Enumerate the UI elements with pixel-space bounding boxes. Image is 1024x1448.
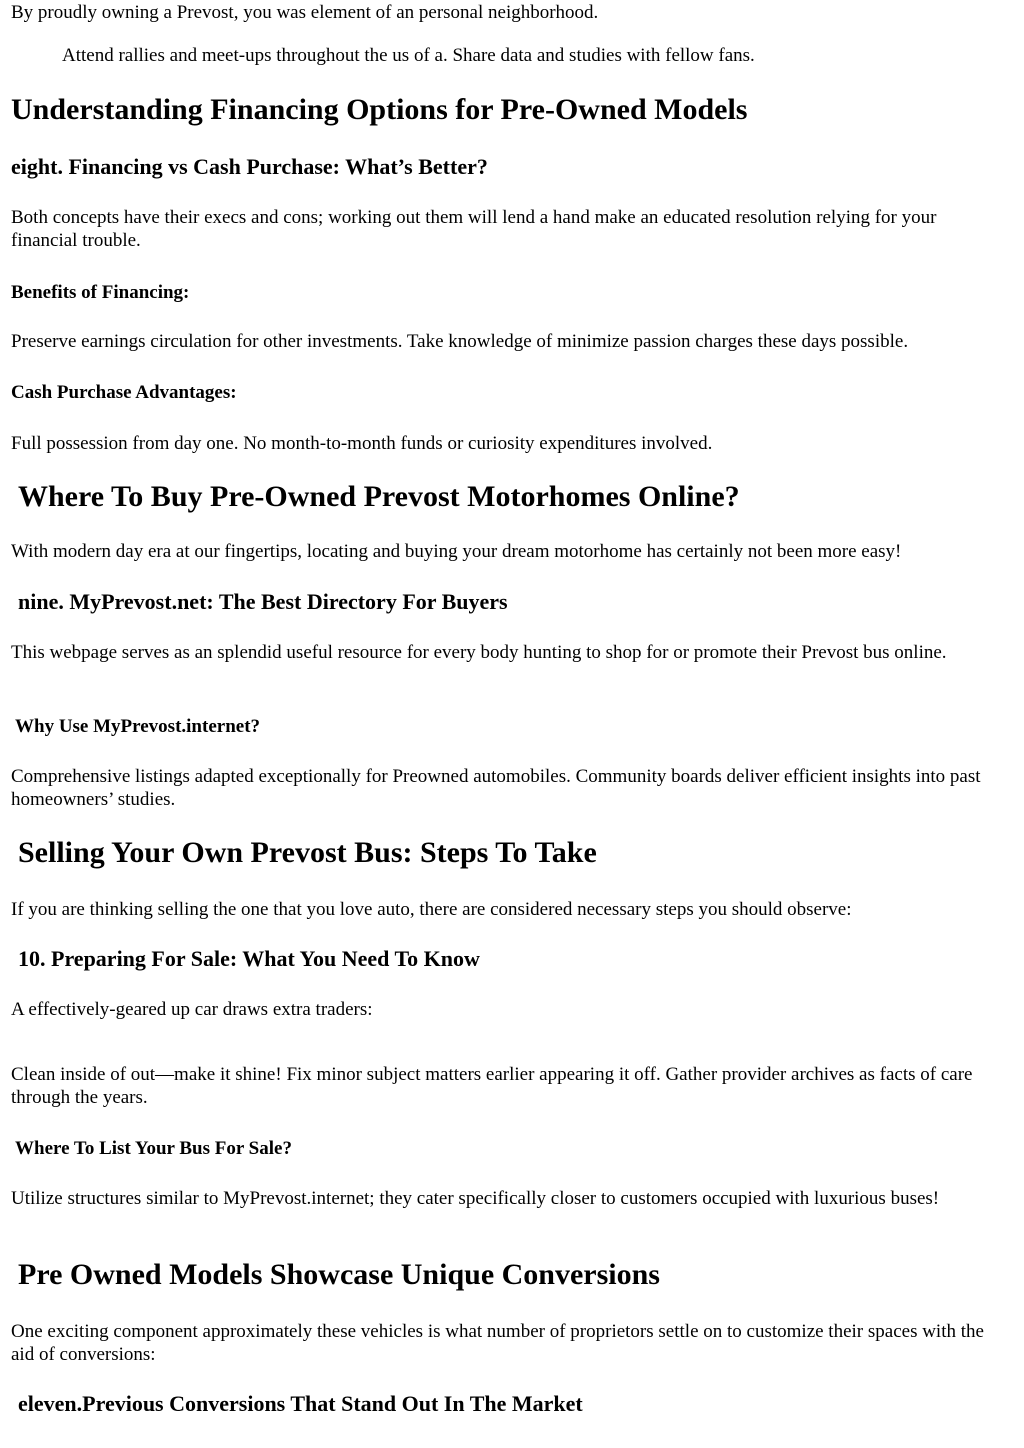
previous-conversions-heading: eleven.Previous Conversions That Stand Out In The Market xyxy=(18,1391,583,1416)
webpage-resource-paragraph: This webpage serves as an splendid useful resource for every body hunting to shop for or promote their Prevost bus online. xyxy=(11,642,947,663)
financing-vs-cash-heading: eight. Financing vs Cash Purchase: What’s Better? xyxy=(11,154,488,179)
thinking-selling-paragraph: If you are thinking selling the one that you love auto, there are considered necessary steps you should observe: xyxy=(11,899,852,920)
cash-purchase-advantages-heading: Cash Purchase Advantages: xyxy=(11,382,237,403)
why-use-myprevost-heading: Why Use MyPrevost.internet? xyxy=(15,716,261,737)
preserve-earnings-paragraph: Preserve earnings circulation for other investments. Take knowledge of minimize passion charges these days possible. xyxy=(11,331,909,352)
rallies-paragraph: Attend rallies and meet-ups throughout the us of a. Share data and studies with fellow fans. xyxy=(62,45,755,66)
intro-paragraph: By proudly owning a Prevost, you was element of an personal neighborhood. xyxy=(11,2,599,23)
exciting-component-paragraph: One exciting component approximately these vehicles is what number of proprietors settle on to customize their spaces with the aid of conversions: xyxy=(11,1321,984,1365)
utilize-structures-paragraph: Utilize structures similar to MyPrevost.internet; they cater specifically closer to customers occupied with luxurious buses! xyxy=(11,1188,940,1209)
selling-your-bus-heading: Selling Your Own Prevost Bus: Steps To Take xyxy=(18,836,597,869)
benefits-of-financing-heading: Benefits of Financing: xyxy=(11,282,190,303)
where-to-list-heading: Where To List Your Bus For Sale? xyxy=(15,1138,292,1159)
full-possession-paragraph: Full possession from day one. No month-to-month funds or curiosity expenditures involved. xyxy=(11,433,713,454)
preparing-for-sale-heading: 10. Preparing For Sale: What You Need To Know xyxy=(18,946,480,971)
financing-options-heading: Understanding Financing Options for Pre-Owned Models xyxy=(11,93,748,126)
geared-up-paragraph: A effectively-geared up car draws extra traders: xyxy=(11,999,373,1020)
comprehensive-listings-paragraph: Comprehensive listings adapted exceptionally for Preowned automobiles. Community boards deliver efficient insights into past homeowners’ studies. xyxy=(11,766,981,810)
clean-inside-paragraph: Clean inside of out—make it shine! Fix minor subject matters earlier appearing it off. Gather provider archives as facts of care through the years. xyxy=(11,1064,973,1108)
modern-era-paragraph: With modern day era at our fingertips, locating and buying your dream motorhome has certainly not been more easy! xyxy=(11,541,902,562)
where-to-buy-heading: Where To Buy Pre-Owned Prevost Motorhomes Online? xyxy=(18,480,740,513)
unique-conversions-heading: Pre Owned Models Showcase Unique Conversions xyxy=(18,1258,660,1291)
myprevost-directory-heading: nine. MyPrevost.net: The Best Directory For Buyers xyxy=(18,589,508,614)
both-concepts-paragraph: Both concepts have their execs and cons; working out them will lend a hand make an educated resolution relying for your financial trouble. xyxy=(11,207,937,251)
